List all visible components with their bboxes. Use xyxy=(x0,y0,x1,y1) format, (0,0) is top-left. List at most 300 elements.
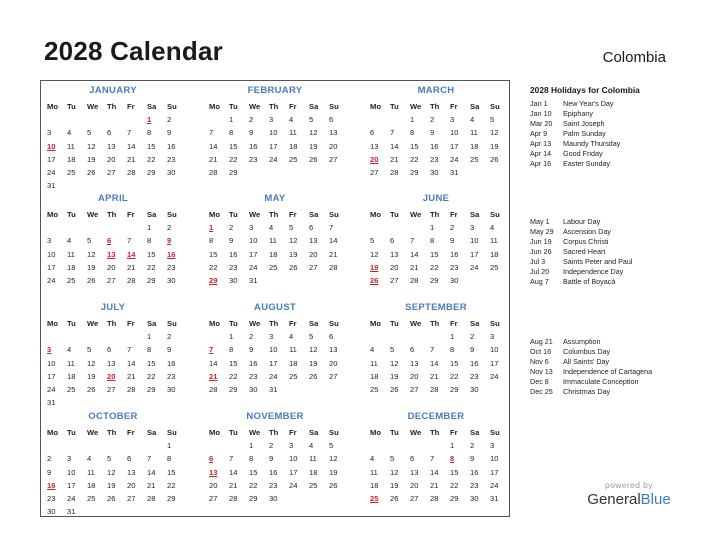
day-cell: 22 xyxy=(209,262,218,272)
day-cell: 4 xyxy=(67,128,72,138)
day-cell: 4 xyxy=(269,223,274,233)
day-cell: 24 xyxy=(47,275,56,285)
weekday-header: Mo xyxy=(209,428,220,437)
day-cell: 20 xyxy=(410,371,419,381)
holiday-row xyxy=(530,267,700,277)
day-cell: 4 xyxy=(370,454,375,464)
empty-cell xyxy=(103,439,123,452)
day-cell: 12 xyxy=(490,128,499,138)
day-cell: 27 xyxy=(127,493,136,503)
empty-cell xyxy=(225,439,245,452)
day-cell: 2 xyxy=(249,115,254,125)
month-days xyxy=(366,208,506,287)
weekday-header: Sa xyxy=(470,428,480,437)
day-cell: 7 xyxy=(209,128,214,138)
day-cell: 13 xyxy=(390,249,399,259)
day-cell: 30 xyxy=(249,384,258,394)
day-cell: 2 xyxy=(470,441,475,451)
weekday-header: Tu xyxy=(390,102,399,111)
month-december xyxy=(366,410,506,505)
day-cell: 15 xyxy=(147,249,156,259)
weekday-header: Tu xyxy=(67,102,76,111)
day-cell: 15 xyxy=(167,467,176,477)
day-cell: 25 xyxy=(87,493,96,503)
weekday-header: We xyxy=(87,428,99,437)
month-days xyxy=(43,426,183,518)
day-cell: 15 xyxy=(147,141,156,151)
day-cell: 9 xyxy=(229,236,234,246)
day-cell: 27 xyxy=(410,384,419,394)
day-cell: 28 xyxy=(127,167,136,177)
holiday-row xyxy=(530,247,700,257)
day-cell: 16 xyxy=(470,467,479,477)
empty-cell xyxy=(406,221,426,234)
day-cell: 26 xyxy=(87,167,96,177)
day-cell: 24 xyxy=(249,262,258,272)
day-cell: 30 xyxy=(167,167,176,177)
day-cell: 13 xyxy=(107,141,116,151)
day-cell: 22 xyxy=(229,154,238,164)
holiday-date: Apr 9 xyxy=(530,129,548,138)
day-cell: 17 xyxy=(470,249,479,259)
day-cell: 6 xyxy=(329,332,334,342)
holiday-row xyxy=(530,367,700,377)
day-cell: 24 xyxy=(470,262,479,272)
day-cell: 14 xyxy=(229,467,238,477)
day-cell: 14 xyxy=(127,358,136,368)
brand-tagline: powered by xyxy=(605,480,653,490)
day-cell: 10 xyxy=(249,236,258,246)
month-may xyxy=(205,192,345,287)
holiday-name: Epiphany xyxy=(563,109,593,118)
day-cell: 9 xyxy=(249,345,254,355)
page-title: 2028 Calendar xyxy=(44,36,223,66)
day-cell: 14 xyxy=(127,141,136,151)
holiday-name: Good Friday xyxy=(563,149,603,158)
day-cell: 9 xyxy=(47,467,52,477)
day-cell: 20 xyxy=(209,480,218,490)
day-cell: 19 xyxy=(390,480,399,490)
day-cell: 9 xyxy=(470,345,475,355)
day-cell: 23 xyxy=(229,262,238,272)
day-cell: 28 xyxy=(229,493,238,503)
empty-cell xyxy=(143,439,163,452)
day-cell: 19 xyxy=(329,467,338,477)
month-days xyxy=(366,100,506,179)
empty-cell xyxy=(103,330,123,343)
day-cell: 28 xyxy=(329,262,338,272)
day-cell: 20 xyxy=(410,480,419,490)
weekday-header: Sa xyxy=(147,319,157,328)
weekday-header: Tu xyxy=(67,210,76,219)
holiday-date: Jan 1 xyxy=(530,99,548,108)
day-cell: 8 xyxy=(410,128,415,138)
brand-name: GeneralBlue xyxy=(587,491,671,508)
day-cell: 5 xyxy=(390,345,395,355)
day-cell: 26 xyxy=(390,384,399,394)
holiday-name: Sacred Heart xyxy=(563,247,606,256)
month-name: JULY xyxy=(100,302,126,313)
day-cell: 22 xyxy=(229,371,238,381)
day-cell: 16 xyxy=(450,249,459,259)
day-cell: 17 xyxy=(47,371,56,381)
day-cell: 27 xyxy=(370,167,379,177)
day-cell: 18 xyxy=(370,371,379,381)
day-cell: 6 xyxy=(410,345,415,355)
weekday-header: Sa xyxy=(147,210,157,219)
day-cell: 24 xyxy=(269,371,278,381)
day-cell: 27 xyxy=(309,262,318,272)
calendar-grid xyxy=(40,80,510,517)
day-cell: 1 xyxy=(229,332,234,342)
weekday-header: Fr xyxy=(289,319,297,328)
day-cell: 25 xyxy=(490,262,499,272)
weekday-header: Su xyxy=(490,210,500,219)
day-cell: 31 xyxy=(490,493,499,503)
weekday-header: Fr xyxy=(289,102,297,111)
weekday-header: Sa xyxy=(309,102,319,111)
weekday-header: Th xyxy=(430,102,440,111)
day-cell: 4 xyxy=(87,454,92,464)
weekday-header: Tu xyxy=(229,428,238,437)
day-cell: 12 xyxy=(87,141,96,151)
day-cell: 6 xyxy=(309,223,314,233)
day-cell: 12 xyxy=(289,236,298,246)
day-cell: 20 xyxy=(329,141,338,151)
weekday-header: Fr xyxy=(289,428,297,437)
day-cell: 19 xyxy=(87,154,96,164)
day-cell: 13 xyxy=(127,467,136,477)
day-cell: 12 xyxy=(370,249,379,259)
day-cell: 26 xyxy=(390,493,399,503)
day-cell: 1 xyxy=(229,115,234,125)
month-name: JANUARY xyxy=(89,85,137,96)
weekday-header: Tu xyxy=(390,319,399,328)
day-cell: 7 xyxy=(229,454,234,464)
empty-cell xyxy=(43,113,63,126)
day-cell: 5 xyxy=(289,223,294,233)
day-cell: 24 xyxy=(490,371,499,381)
weekday-header: Fr xyxy=(450,210,458,219)
day-cell: 28 xyxy=(390,167,399,177)
empty-cell xyxy=(123,439,143,452)
day-cell: 24 xyxy=(289,480,298,490)
day-cell: 14 xyxy=(430,358,439,368)
weekday-header: Fr xyxy=(289,210,297,219)
day-cell: 21 xyxy=(390,154,399,164)
day-cell: 30 xyxy=(430,167,439,177)
day-cell: 12 xyxy=(309,345,318,355)
holidays-heading: 2028 Holidays for Colombia xyxy=(530,85,640,95)
day-cell: 29 xyxy=(430,275,439,285)
day-cell: 3 xyxy=(470,223,475,233)
holiday-name: Saints Peter and Paul xyxy=(563,257,633,266)
day-cell: 26 xyxy=(309,371,318,381)
empty-cell xyxy=(406,439,426,452)
day-cell: 18 xyxy=(289,141,298,151)
weekday-header: We xyxy=(410,319,422,328)
empty-cell xyxy=(123,221,143,234)
weekday-header: Su xyxy=(329,428,339,437)
weekday-header: Su xyxy=(329,210,339,219)
day-cell: 3 xyxy=(249,223,254,233)
day-cell: 11 xyxy=(289,345,297,355)
day-cell: 2 xyxy=(229,223,234,233)
holiday-name: Maundy Thursday xyxy=(563,139,621,148)
day-cell: 3 xyxy=(289,441,294,451)
day-cell: 27 xyxy=(329,371,338,381)
day-cell: 25 xyxy=(370,384,379,394)
brand-logo[interactable] xyxy=(584,480,674,508)
empty-cell xyxy=(366,221,386,234)
day-cell: 22 xyxy=(147,371,156,381)
day-cell: 18 xyxy=(67,262,76,272)
day-cell: 8 xyxy=(167,454,172,464)
day-cell: 20 xyxy=(127,480,136,490)
day-cell: 2 xyxy=(167,223,172,233)
day-cell: 12 xyxy=(329,454,338,464)
day-cell: 7 xyxy=(127,236,132,246)
empty-cell xyxy=(83,113,103,126)
month-days xyxy=(205,100,345,179)
day-cell: 21 xyxy=(410,262,419,272)
day-cell: 15 xyxy=(410,141,419,151)
day-cell: 18 xyxy=(269,249,278,259)
month-name: AUGUST xyxy=(254,302,296,313)
day-cell: 20 xyxy=(107,262,116,272)
month-name: MARCH xyxy=(417,85,455,96)
month-september xyxy=(366,301,506,396)
day-cell: 27 xyxy=(209,493,218,503)
month-june xyxy=(366,192,506,287)
day-cell: 2 xyxy=(167,115,172,125)
day-cell: 1 xyxy=(147,223,152,233)
day-cell: 17 xyxy=(269,358,278,368)
weekday-header: Fr xyxy=(127,428,135,437)
weekday-header: Mo xyxy=(47,210,58,219)
day-cell: 28 xyxy=(209,384,218,394)
day-cell: 7 xyxy=(410,236,415,246)
day-cell: 26 xyxy=(329,480,338,490)
day-cell: 21 xyxy=(430,371,439,381)
empty-cell xyxy=(386,113,406,126)
weekday-header: Th xyxy=(269,428,279,437)
weekday-header: Su xyxy=(167,319,177,328)
day-cell: 12 xyxy=(390,358,399,368)
day-cell: 23 xyxy=(167,371,176,381)
weekday-header: Th xyxy=(269,210,279,219)
day-cell: 13 xyxy=(107,358,116,368)
day-cell: 22 xyxy=(147,262,156,272)
holiday-date: May 1 xyxy=(530,217,550,226)
day-cell: 5 xyxy=(87,236,92,246)
holiday-date: Dec 8 xyxy=(530,377,549,386)
weekday-header: Mo xyxy=(370,428,381,437)
day-cell: 13 xyxy=(410,467,419,477)
day-cell: 5 xyxy=(329,441,334,451)
day-cell: 18 xyxy=(67,154,76,164)
holiday-date: Jan 10 xyxy=(530,109,552,118)
month-march xyxy=(366,84,506,179)
day-cell: 22 xyxy=(147,154,156,164)
day-cell: 23 xyxy=(167,154,176,164)
day-cell: 29 xyxy=(147,275,156,285)
day-cell: 2 xyxy=(269,441,274,451)
day-cell: 28 xyxy=(430,384,439,394)
holiday-row xyxy=(530,347,700,357)
day-cell: 19 xyxy=(309,141,318,151)
holiday-name: Independence Day xyxy=(563,267,624,276)
day-cell: 11 xyxy=(87,467,95,477)
weekday-header: We xyxy=(410,102,422,111)
day-cell: 11 xyxy=(470,128,478,138)
empty-cell xyxy=(205,113,225,126)
weekday-header: Mo xyxy=(47,102,58,111)
day-cell: 2 xyxy=(249,332,254,342)
day-cell: 30 xyxy=(167,275,176,285)
month-name: OCTOBER xyxy=(88,411,138,422)
day-cell: 3 xyxy=(47,128,52,138)
weekday-header: Sa xyxy=(309,319,319,328)
day-cell: 1 xyxy=(147,332,152,342)
empty-cell xyxy=(63,439,83,452)
day-cell: 12 xyxy=(309,128,318,138)
day-cell: 15 xyxy=(430,249,439,259)
holiday-row xyxy=(530,139,700,149)
empty-cell xyxy=(63,113,83,126)
day-cell: 31 xyxy=(249,275,258,285)
day-cell: 7 xyxy=(127,345,132,355)
empty-cell xyxy=(366,113,386,126)
day-cell: 4 xyxy=(470,115,475,125)
day-cell: 31 xyxy=(47,181,56,191)
day-cell: 12 xyxy=(390,467,399,477)
holiday-day: 21 xyxy=(209,371,218,381)
day-cell: 21 xyxy=(229,480,238,490)
day-cell: 18 xyxy=(67,371,76,381)
day-cell: 29 xyxy=(147,167,156,177)
month-name: APRIL xyxy=(98,193,128,204)
month-days xyxy=(205,317,345,396)
day-cell: 3 xyxy=(269,115,274,125)
weekday-header: Th xyxy=(107,210,117,219)
day-cell: 14 xyxy=(147,467,156,477)
holiday-date: Nov 6 xyxy=(530,357,549,366)
day-cell: 31 xyxy=(269,384,278,394)
day-cell: 1 xyxy=(167,441,172,451)
weekday-header: Su xyxy=(490,319,500,328)
holiday-name: Labour Day xyxy=(563,217,601,226)
holiday-row xyxy=(530,337,700,347)
month-days xyxy=(366,317,506,396)
day-cell: 7 xyxy=(430,345,435,355)
day-cell: 29 xyxy=(249,493,258,503)
day-cell: 27 xyxy=(107,384,116,394)
empty-cell xyxy=(103,113,123,126)
weekday-header: We xyxy=(87,102,99,111)
day-cell: 3 xyxy=(450,115,455,125)
weekday-header: Th xyxy=(430,428,440,437)
day-cell: 23 xyxy=(167,262,176,272)
day-cell: 18 xyxy=(289,358,298,368)
day-cell: 7 xyxy=(127,128,132,138)
month-days xyxy=(366,426,506,505)
month-february xyxy=(205,84,345,179)
day-cell: 26 xyxy=(87,275,96,285)
weekday-header: We xyxy=(410,428,422,437)
day-cell: 16 xyxy=(249,358,258,368)
day-cell: 20 xyxy=(107,154,116,164)
weekday-header: Tu xyxy=(229,210,238,219)
day-cell: 30 xyxy=(470,493,479,503)
day-cell: 24 xyxy=(450,154,459,164)
empty-cell xyxy=(83,439,103,452)
day-cell: 8 xyxy=(229,128,234,138)
day-cell: 25 xyxy=(67,384,76,394)
month-name: SEPTEMBER xyxy=(405,302,467,313)
weekday-header: Mo xyxy=(47,319,58,328)
day-cell: 8 xyxy=(430,236,435,246)
day-cell: 1 xyxy=(450,441,455,451)
day-cell: 4 xyxy=(289,332,294,342)
day-cell: 30 xyxy=(229,275,238,285)
day-cell: 24 xyxy=(47,384,56,394)
day-cell: 13 xyxy=(410,358,419,368)
day-cell: 24 xyxy=(269,154,278,164)
month-name: DECEMBER xyxy=(407,411,465,422)
holiday-row xyxy=(530,357,700,367)
day-cell: 22 xyxy=(249,480,258,490)
day-cell: 11 xyxy=(269,236,277,246)
empty-cell xyxy=(426,330,446,343)
day-cell: 19 xyxy=(309,358,318,368)
day-cell: 29 xyxy=(450,493,459,503)
weekday-header: Mo xyxy=(209,319,220,328)
weekday-header: Mo xyxy=(370,102,381,111)
day-cell: 29 xyxy=(450,384,459,394)
day-cell: 10 xyxy=(289,454,298,464)
holiday-date: Jul 3 xyxy=(530,257,546,266)
day-cell: 25 xyxy=(67,167,76,177)
month-days xyxy=(205,208,345,287)
weekday-header: Mo xyxy=(209,102,220,111)
day-cell: 6 xyxy=(329,115,334,125)
holiday-date: Aug 21 xyxy=(530,337,553,346)
day-cell: 25 xyxy=(309,480,318,490)
day-cell: 15 xyxy=(229,358,238,368)
day-cell: 14 xyxy=(209,141,218,151)
day-cell: 21 xyxy=(329,249,338,259)
day-cell: 26 xyxy=(309,154,318,164)
day-cell: 16 xyxy=(167,358,176,368)
weekday-header: Fr xyxy=(127,210,135,219)
day-cell: 6 xyxy=(370,128,375,138)
day-cell: 27 xyxy=(390,275,399,285)
day-cell: 28 xyxy=(147,493,156,503)
day-cell: 6 xyxy=(127,454,132,464)
month-name: NOVEMBER xyxy=(246,411,304,422)
day-cell: 6 xyxy=(107,345,112,355)
empty-cell xyxy=(103,221,123,234)
month-november xyxy=(205,410,345,505)
day-cell: 10 xyxy=(269,128,278,138)
holiday-day: 7 xyxy=(209,345,214,355)
day-cell: 11 xyxy=(67,249,75,259)
day-cell: 4 xyxy=(309,441,314,451)
holiday-row xyxy=(530,377,700,387)
day-cell: 27 xyxy=(107,167,116,177)
day-cell: 17 xyxy=(289,467,298,477)
